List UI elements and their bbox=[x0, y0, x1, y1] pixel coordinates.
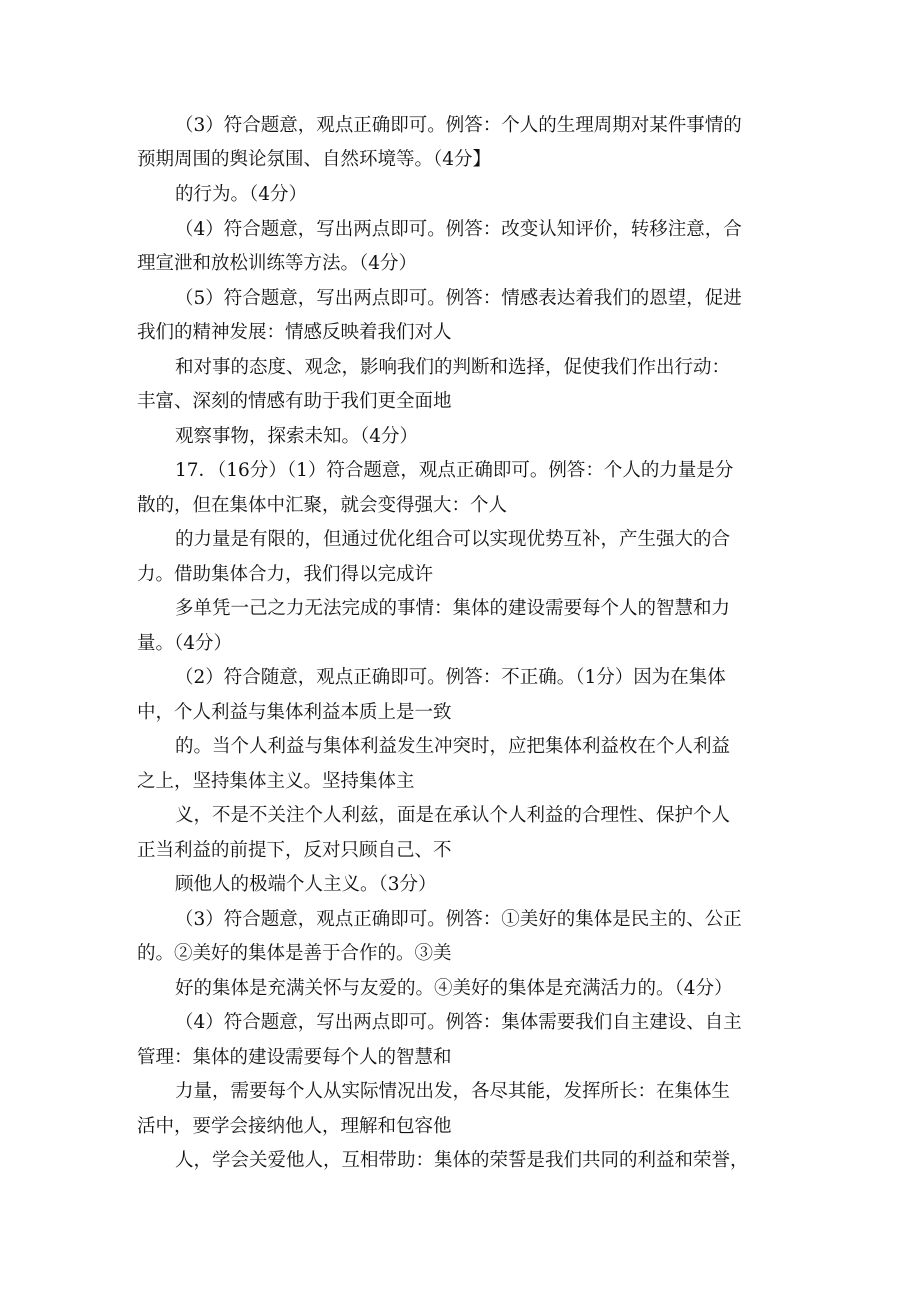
text-line: 力。借助集体合力，我们得以完成许 bbox=[137, 564, 434, 585]
text-line: 的力量是有限的，但通过优化组合可以实现优势互补，产生强大的合 bbox=[175, 529, 731, 550]
text-line: （4）符合题意，写出两点即可。例答：集体需要我们自主建设、自主 bbox=[175, 1012, 742, 1033]
text-line: 的。当个人利益与集体利益发生冲突时，应把集体利益枚在个人利益 bbox=[175, 736, 731, 757]
text-line: 量。（4分） bbox=[137, 633, 233, 654]
text-line: 预期周围的舆论氛围、自然环境等。（4分】 bbox=[137, 149, 492, 170]
text-line: （4）符合题意，写出两点即可。例答：改变认知评价，转移注意，合 bbox=[175, 219, 742, 240]
text-line: （3）符合题意，观点正确即可。例答：①美好的集体是民主的、公正 bbox=[175, 909, 742, 930]
text-line: 顾他人的极端个人主义。（3分） bbox=[175, 874, 437, 895]
text-line: 多单凭一己之力无法完成的事情：集体的建设需要每个人的智慧和力 bbox=[175, 598, 731, 619]
text-line: 活中，要学会接纳他人，理解和包容他 bbox=[137, 1116, 452, 1137]
text-line: （3）符合题意，观点正确即可。例答：个人的生理周期对某件事情的 bbox=[175, 115, 742, 136]
text-line: 散的，但在集体中汇聚，就会变得强大：个人 bbox=[137, 495, 508, 516]
text-line: 人，学会关爱他人，互相带助：集体的荣誓是我们共同的利益和荣誉， bbox=[175, 1150, 749, 1171]
text-line: 的。②美好的集体是善于合作的。③美 bbox=[137, 943, 452, 964]
text-line: 的行为。（4分） bbox=[175, 184, 308, 205]
text-line: （5）符合题意，写出两点即可。例答：情感表达着我们的恩望，促进 bbox=[175, 288, 742, 309]
text-line: 观察事物，探索未知。（4分） bbox=[175, 426, 419, 447]
text-line: 之上，坚持集体主义。坚持集体主 bbox=[137, 771, 415, 792]
text-line: 义，不是不关注个人利兹，面是在承认个人利益的合理性、保护个人 bbox=[175, 805, 731, 826]
text-line: 丰富、深刻的情感有助于我们更全面地 bbox=[137, 391, 452, 412]
text-line: 我们的精神发展：情感反映着我们对人 bbox=[137, 322, 452, 343]
text-line: 和对事的态度、观念，影响我们的判断和选择，促使我们作出行动： bbox=[175, 357, 731, 378]
text-line: 理宣泄和放松训练等方法。（4分） bbox=[137, 253, 418, 274]
text-line: 正当利益的前提下，反对只顾自己、不 bbox=[137, 840, 452, 861]
text-line: （2）符合随意，观点正确即可。例答：不正确。（1分）因为在集体 bbox=[175, 667, 726, 688]
text-line: 管理：集体的建设需要每个人的智慧和 bbox=[137, 1047, 452, 1068]
text-line: 好的集体是充满关怀与友爱的。④美好的集体是充满活力的。（4分） bbox=[175, 978, 733, 999]
text-line: 中，个人利益与集体利益本质上是一致 bbox=[137, 702, 452, 723]
text-line: 力量，需要每个人从实际情况出发，各尽其能，发挥所长：在集体生 bbox=[175, 1081, 731, 1102]
text-line: 17．（16分）（1）符合题意，观点正确即可。例答：个人的力量是分 bbox=[175, 460, 734, 481]
